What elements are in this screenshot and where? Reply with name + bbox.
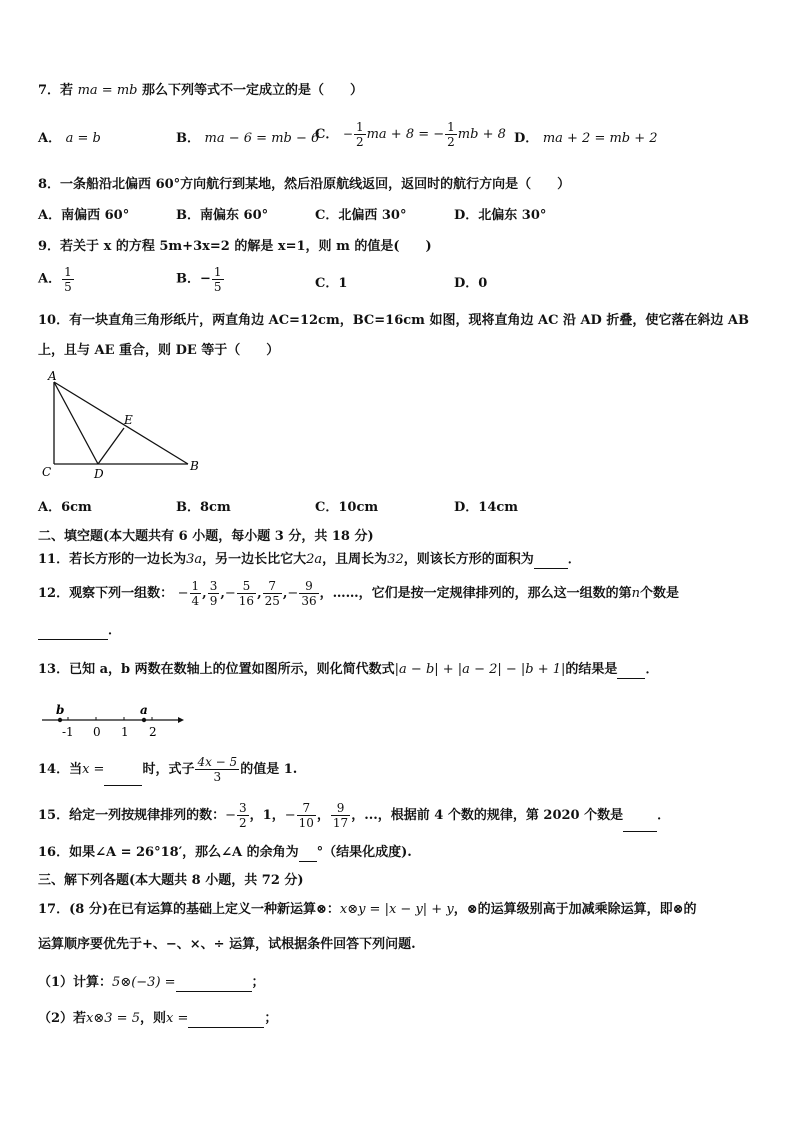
fraction-sign: −: [287, 586, 299, 601]
option-d[interactable]: D．14cm: [454, 500, 519, 515]
question-10-options: [38, 499, 758, 519]
option-b[interactable]: B． ma − 6 = mb − 6: [176, 131, 320, 146]
point-b: [58, 718, 62, 722]
question-8-stem: 8．一条船沿北偏西 60°方向航行到某地，然后沿原航线返回，返回时的航行方向是（ ）: [38, 177, 571, 192]
label-b: b: [56, 703, 65, 717]
option-c[interactable]: C．1: [315, 276, 348, 291]
point-a: [142, 718, 146, 722]
question-12-answer-line: ．: [38, 622, 121, 640]
option-b[interactable]: B．8cm: [176, 500, 231, 515]
fraction-sign: −: [224, 586, 236, 601]
fraction-sign: −: [177, 586, 189, 601]
fraction: $\frac{7}{25}$: [264, 579, 280, 608]
question-14: 14．当x = 时，式子 $\frac{4x - 5}{3}$ 的值是 1.: [38, 755, 298, 784]
question-16: 16．如果∠A = 26°18′，那么∠A 的余角为 °（结果化成度).: [38, 845, 412, 860]
fraction: $\frac{9}{36}$: [301, 579, 317, 608]
label-a: A: [48, 369, 57, 383]
question-10-stem-line1: 10．有一块直角三角形纸片，两直角边 AC=12cm，BC=16cm 如图，现将直角边 AC 沿 AD 折叠，使它落在斜边 AB: [38, 313, 749, 328]
label-d: D: [94, 467, 104, 481]
question-11: 11．若长方形的一边长为3a，另一边长比它大2a，且周长为32，则该长方形的面积为 ．: [38, 552, 581, 567]
question-17-line1: 17．(8 分)在已有运算的基础上定义一种新运算⊗：x⊗y = |x − y| + y，⊗的运算级别高于加减乘除运算，即⊗的: [38, 902, 697, 917]
question-12: 12．观察下列一组数： − $\frac{1}{4}$ , $\frac{3}{9}$ ,− $\frac{5}{16}$ , $\frac{7}{25}$ ,− $\frac{9}{36}$ ，……，它们是按一定规律排列的，那么这一组数的第n个数是: [38, 579, 679, 608]
question-17-part-2: （2）若x⊗3 = 5，则x = ；: [38, 1011, 278, 1026]
label-c: C: [42, 465, 52, 479]
label-b: B: [190, 459, 199, 473]
answer-blank[interactable]: [617, 678, 645, 679]
option-d[interactable]: D．0: [454, 276, 488, 291]
option-a[interactable]: A． $\frac{1}{5}$: [38, 265, 72, 294]
label-e: E: [124, 413, 133, 427]
side-ab: [54, 382, 188, 464]
answer-blank[interactable]: [188, 1027, 264, 1028]
triangle-figure: [38, 368, 218, 488]
question-13: 13．已知 a，b 两数在数轴上的位置如图所示，则化简代数式|a − b| + |a − 2| − |b + 1|的结果是 ．: [38, 662, 659, 677]
tick-label: -1: [62, 725, 74, 739]
option-c[interactable]: C．10cm: [315, 500, 379, 515]
fraction: $\frac{5}{16}$: [238, 579, 255, 608]
fraction: $\frac{1}{4}$: [191, 579, 200, 608]
fold-line-ad: [54, 382, 98, 464]
segment-de: [98, 428, 124, 464]
question-9-stem: 9．若关于 x 的方程 5m+3x=2 的解是 x=1，则 m 的值是( ): [38, 239, 432, 254]
answer-blank[interactable]: [623, 831, 657, 832]
option-d[interactable]: D．北偏东 30°: [454, 208, 547, 223]
option-a[interactable]: A．南偏西 60°: [38, 208, 130, 223]
option-d[interactable]: D． ma + 2 = mb + 2: [514, 131, 658, 146]
fraction-sequence: − $\frac{1}{4}$ , $\frac{3}{9}$ ,− $\frac{5}{16}$ , $\frac{7}{25}$ ,− $\frac{9}{36}$: [177, 579, 317, 608]
tick-label: 1: [121, 725, 129, 739]
question-15: 15．给定一列按规律排列的数：− $\frac{3}{2}$ ，1，− $\frac{7}{10}$ ， $\frac{9}{17}$ ，...，根据前 4 个数的规律，第 2020 个数是 ．: [38, 801, 671, 830]
tick-label: 0: [93, 725, 101, 739]
tick-label: 2: [149, 725, 157, 739]
option-c[interactable]: C．北偏西 30°: [315, 208, 407, 223]
arrow-icon: [178, 717, 184, 723]
operation-definition: x⊗y = |x − y| + y: [339, 902, 454, 917]
question-10-stem-line2: 上，且与 AE 重合，则 DE 等于（ ）: [38, 343, 280, 358]
answer-blank[interactable]: [534, 568, 568, 569]
answer-blank[interactable]: [38, 639, 108, 640]
section-2-heading: 二、填空题(本大题共有 6 小题，每小题 3 分，共 18 分): [38, 529, 374, 544]
expression: |a − b| + |a − 2| − |b + 1|: [394, 662, 566, 677]
question-17-line2: 运算顺序要优先于+、−、×、÷ 运算，试根据条件回答下列问题.: [38, 937, 416, 952]
fraction: $\frac{3}{9}$: [209, 579, 218, 608]
option-b[interactable]: B．南偏东 60°: [176, 208, 269, 223]
question-7-stem: 7．若 ma = mb 那么下列等式不一定成立的是（ ）: [38, 83, 364, 98]
number-line: [38, 700, 188, 742]
option-c[interactable]: C． − $\frac{1}{2}$ ma + 8 = − $\frac{1}{2}$ mb + 8: [315, 120, 506, 149]
answer-blank[interactable]: [104, 785, 142, 786]
section-3-heading: 三、解下列各题(本大题共 8 小题，共 72 分): [38, 873, 304, 888]
question-17-part-1: （1）计算：5⊗(−3) = ；: [38, 975, 265, 990]
option-b[interactable]: B．− $\frac{1}{5}$: [176, 265, 222, 294]
question-9-options: [38, 265, 758, 305]
label-a: a: [140, 703, 148, 717]
answer-blank[interactable]: [176, 991, 252, 992]
option-a[interactable]: A． a = b: [38, 131, 101, 146]
option-a[interactable]: A．6cm: [38, 500, 92, 515]
equation: ma = mb: [77, 83, 138, 98]
question-8-options: [38, 207, 758, 227]
question-7-options: [38, 120, 758, 152]
answer-blank[interactable]: [299, 861, 317, 862]
